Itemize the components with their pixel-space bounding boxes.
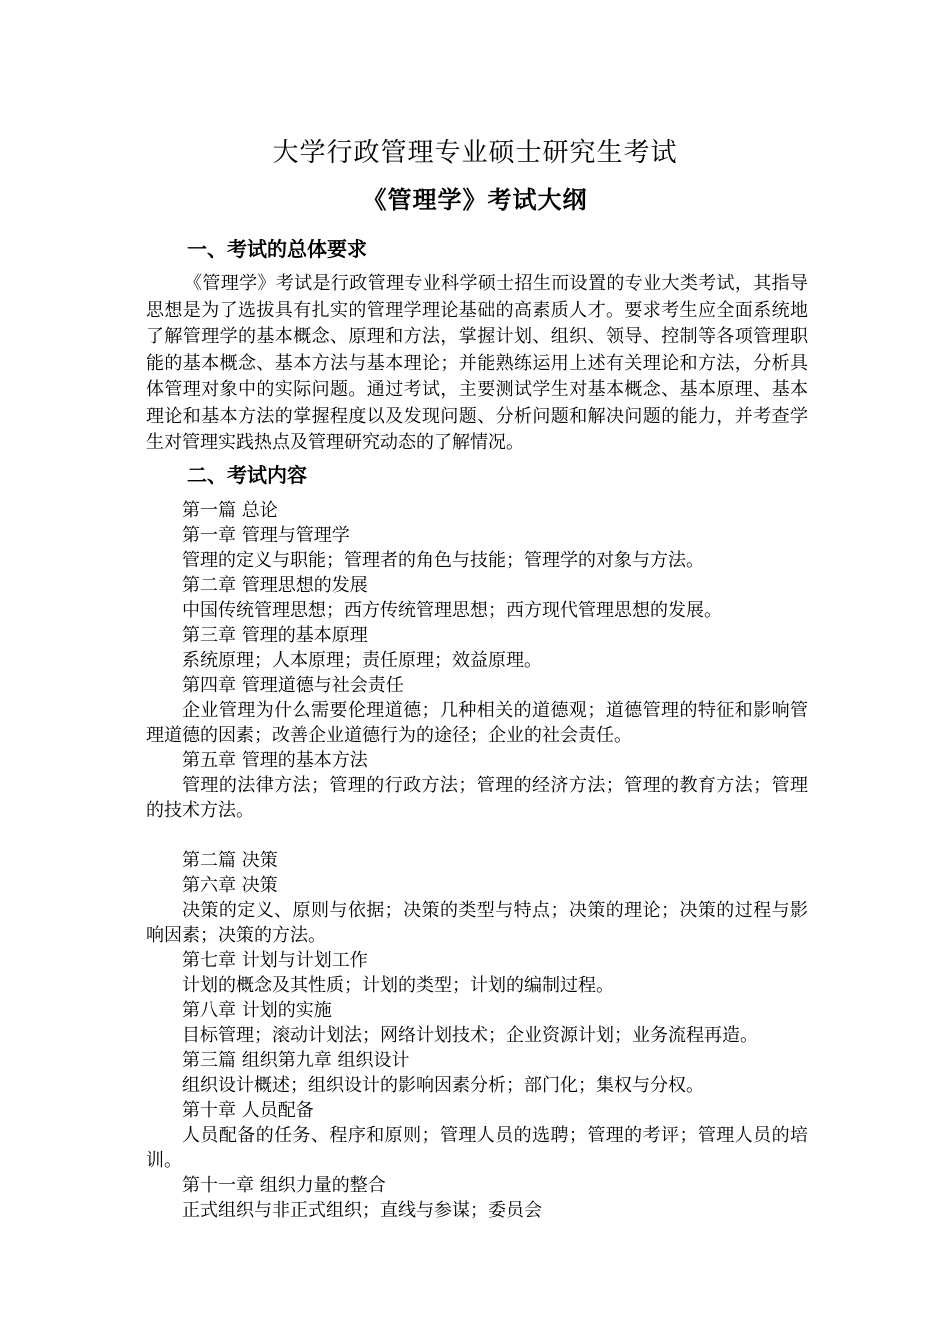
chapter-topics: 目标管理；滚动计划法；网络计划技术；企业资源计划；业务流程再造。 — [182, 1025, 758, 1046]
chapter-heading: 第一章 管理与管理学 — [182, 525, 350, 546]
section-heading-general-requirements: 一、考试的总体要求 — [187, 237, 367, 261]
chapter-topics: 管理的定义与职能；管理者的角色与技能；管理学的对象与方法。 — [182, 550, 704, 571]
section-heading-exam-content: 二、考试内容 — [187, 463, 307, 487]
chapter-topics: 管理的法律方法；管理的行政方法；管理的经济方法；管理的教育方法；管理的技术方法。 — [146, 775, 808, 821]
chapter-topics: 正式组织与非正式组织；直线与参谋；委员会 — [182, 1200, 542, 1221]
chapter-heading: 第三章 管理的基本原理 — [182, 625, 368, 646]
chapter-heading: 第五章 管理的基本方法 — [182, 750, 368, 771]
chapter-topics: 企业管理为什么需要伦理道德；几种相关的道德观；道德管理的特征和影响管理道德的因素；改善企业道德行为的途径；企业的社会责任。 — [146, 700, 808, 746]
chapter-topics: 中国传统管理思想；西方传统管理思想；西方现代管理思想的发展。 — [182, 600, 722, 621]
chapter-heading: 第六章 决策 — [182, 875, 278, 896]
general-requirements-paragraph: 《管理学》考试是行政管理专业科学硕士招生而设置的专业大类考试，其指导思想是为了选拔具有扎实的管理学理论基础的高素质人才。要求考生应全面系统地了解管理学的基本概念、原理和方法，掌握计划、组织、领导、控制等各项管理职能的基本概念、基本方法与基本理论；并能熟练运用上述有关理论和方法，分析具体管理对象中的实际问题。通过考试，主要测试学生对基本概念、基本原理、基本理论和基本方法的掌握程度以及发现问题、分析问题和解决问题的能力，并考查学生对管理实践热点及管理研究动态的了解情况。 — [146, 273, 808, 453]
part-heading: 第二篇 决策 — [182, 850, 278, 871]
part-heading: 第三篇 组织第九章 组织设计 — [182, 1050, 410, 1071]
chapter-topics: 人员配备的任务、程序和原则；管理人员的选聘；管理的考评；管理人员的培训。 — [146, 1125, 808, 1171]
chapter-heading: 第二章 管理思想的发展 — [182, 575, 368, 596]
chapter-heading: 第四章 管理道德与社会责任 — [182, 675, 404, 696]
chapter-heading: 第十章 人员配备 — [182, 1100, 314, 1121]
chapter-topics: 组织设计概述；组织设计的影响因素分析；部门化；集权与分权。 — [182, 1075, 704, 1096]
chapter-heading: 第七章 计划与计划工作 — [182, 950, 368, 971]
document-subtitle: 《管理学》考试大纲 — [362, 185, 588, 214]
exam-content-body — [146, 498, 808, 1223]
chapter-topics: 计划的概念及其性质；计划的类型；计划的编制过程。 — [182, 975, 614, 996]
part-heading: 第一篇 总论 — [182, 500, 278, 521]
document-title: 大学行政管理专业硕士研究生考试 — [272, 138, 678, 168]
blank-line — [146, 823, 808, 848]
chapter-topics: 决策的定义、原则与依据；决策的类型与特点；决策的理论；决策的过程与影响因素；决策的方法。 — [146, 900, 808, 946]
chapter-heading: 第八章 计划的实施 — [182, 1000, 332, 1021]
chapter-topics: 系统原理；人本原理；责任原理；效益原理。 — [182, 650, 542, 671]
chapter-heading: 第十一章 组织力量的整合 — [182, 1175, 386, 1196]
